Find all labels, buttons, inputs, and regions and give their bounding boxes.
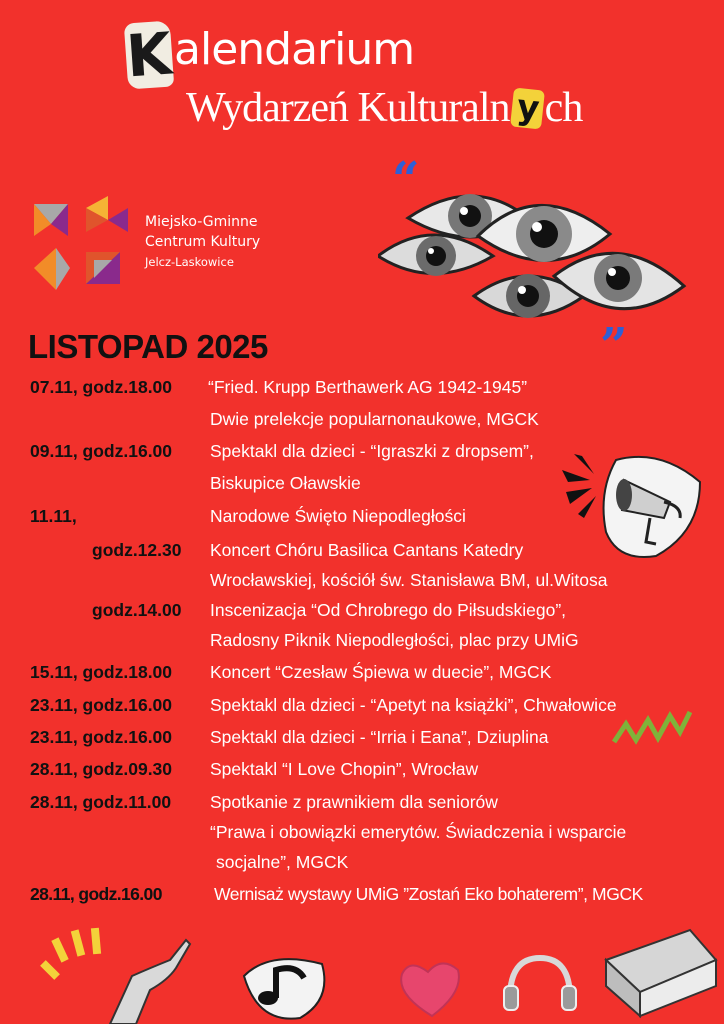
event-description: Wrocławskiej, kościół św. Stanisława BM, ul.Witosa (210, 570, 608, 590)
event-date: 07.11, godz.18.00 (30, 377, 173, 397)
event-date: 28.11, godz.16.00 (30, 884, 162, 904)
logo-line3: Jelcz-Laskowice (145, 255, 234, 269)
event-row (0, 600, 724, 633)
event-row (0, 822, 724, 855)
event-date: 11.11, (30, 506, 77, 526)
logo-text (145, 212, 260, 272)
event-description: socjalne”, MGCK (216, 852, 349, 872)
event-description: Spektakl “I Love Chopin”, Wrocław (210, 759, 479, 779)
event-description: Koncert Chóru Basilica Cantans Katedry (210, 540, 524, 560)
title-line2-end: ch (544, 85, 583, 131)
event-row (0, 377, 724, 410)
event-row (0, 852, 724, 885)
event-row (0, 792, 724, 825)
event-row (0, 759, 724, 792)
event-date: godz.14.00 (92, 600, 182, 620)
event-description: Biskupice Oławskie (210, 473, 361, 493)
event-row (0, 570, 724, 603)
event-description: Spektakl dla dzieci - “Igraszki z dropsem”, (210, 441, 534, 461)
event-date: godz.12.30 (92, 540, 182, 560)
event-description: Spotkanie z prawnikiem dla seniorów (210, 792, 498, 812)
bottom-decorations (0, 920, 724, 1024)
event-date: 23.11, godz.16.00 (30, 695, 173, 715)
zigzag-icon (612, 704, 692, 750)
event-date: 28.11, godz.09.30 (30, 759, 173, 779)
event-description: Koncert “Czesław Śpiewa w duecie”, MGCK (210, 662, 552, 682)
heart-icon (401, 963, 459, 1016)
event-description: Spektakl dla dzieci - “Irria i Eana”, Dziuplina (210, 727, 549, 747)
event-row (0, 662, 724, 695)
event-row (0, 884, 724, 917)
event-row (0, 409, 724, 442)
event-description: “Prawa i obowiązki emerytów. Świadczenia i wsparcie (210, 822, 627, 842)
music-note-icon (244, 959, 324, 1019)
title-letter-y: y (510, 87, 545, 129)
title-line2 (186, 84, 582, 132)
quote-open-icon: “ (392, 156, 420, 208)
event-row (0, 630, 724, 663)
event-description: Spektakl dla dzieci - “Apetyt na książki”, Chwałowice (210, 695, 617, 715)
mgck-logo-icon (30, 196, 134, 296)
books-icon (606, 930, 716, 1016)
logo-line2: Centrum Kultury (145, 234, 261, 250)
event-description: Dwie prelekcje popularnonaukowe, MGCK (210, 409, 539, 429)
title-letter-k: K (124, 19, 174, 91)
event-description: Radosny Piknik Niepodległości, plac przy UMiG (210, 630, 579, 650)
event-description: Wernisaż wystawy UMiG ”Zostań Eko bohaterem”, MGCK (214, 884, 643, 904)
event-date: 09.11, godz.16.00 (30, 441, 173, 461)
logo-line1: Miejsko-Gminne (145, 214, 258, 230)
event-description: Inscenizacja “Od Chrobrego do Piłsudskiego”, (210, 600, 567, 620)
event-description: “Fried. Krupp Berthawerk AG 1942-1945” (208, 377, 528, 397)
title-line2-start: Wydarzeń Kulturaln (186, 85, 510, 131)
quote-close-icon: ” (600, 318, 628, 356)
eyes-collage (378, 156, 688, 356)
title-line1: alendarium (174, 24, 415, 75)
month-heading: LISTOPAD 2025 (28, 328, 268, 365)
event-date: 28.11, godz.11.00 (30, 792, 172, 812)
event-date: 23.11, godz.16.00 (30, 727, 173, 747)
event-description: Narodowe Święto Niepodległości (210, 506, 466, 526)
megaphone-icon (560, 452, 706, 562)
headphones-icon (504, 958, 576, 1010)
hand-icon (40, 928, 101, 980)
event-date: 15.11, godz.18.00 (30, 662, 173, 682)
